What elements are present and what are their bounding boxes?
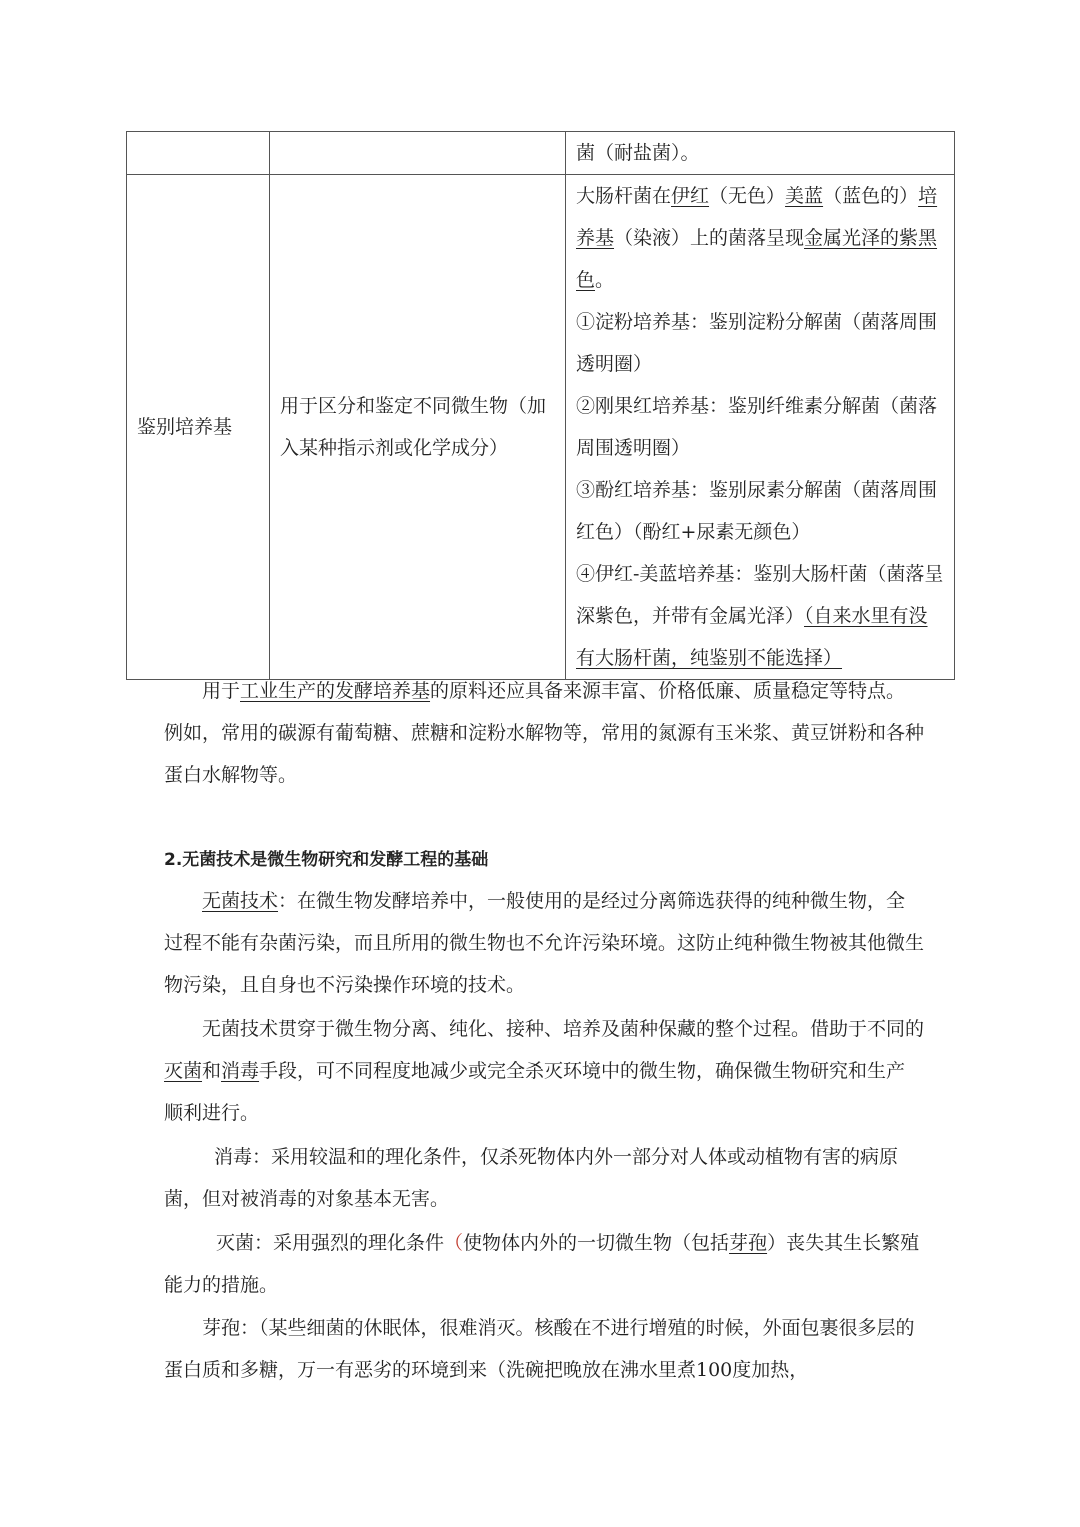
ecoli-intro: 大肠杆菌在伊红（无色）美蓝（蓝色的）培养基（染液）上的菌落呈现金属光泽的紫黑色。 bbox=[576, 185, 938, 291]
medium-purpose-cell: 用于区分和鉴定不同微生物（加入某种指示剂或化学成分） bbox=[270, 175, 566, 680]
list-item: ③酚红培养基：鉴别尿素分解菌（菌落周围红色）（酚红+尿素无颜色） bbox=[576, 479, 938, 543]
medium-type-cell: 鉴别培养基 bbox=[127, 175, 270, 680]
list-item: ②刚果红培养基：鉴别纤维素分解菌（菌落周围透明圈） bbox=[576, 395, 938, 459]
sterilization-paragraph: 灭菌：采用强烈的理化条件（使物体内外的一切微生物（包括芽孢）丧失其生长繁殖能力的措施。 bbox=[164, 1232, 920, 1296]
aseptic-process-paragraph: 无菌技术贯穿于微生物分离、纯化、接种、培养及菌种保藏的整个过程。借助于不同的灭菌和消毒手段，可不同程度地减少或完全杀灭环境中的微生物，确保微生物研究和生产顺利进行。 bbox=[164, 1018, 925, 1124]
spore-paragraph: 芽孢：（某些细菌的休眠体，很难消灭。核酸在不进行增殖的时候，外面包裹很多层的蛋白质和多糖，万一有恶劣的环境到来（洗碗把晚放在沸水里煮100度加热， bbox=[164, 1317, 915, 1381]
table-row bbox=[127, 132, 955, 175]
section-heading: 2.无菌技术是微生物研究和发酵工程的基础 bbox=[164, 850, 489, 870]
list-item: ①淀粉培养基：鉴别淀粉分解菌（菌落周围透明圈） bbox=[576, 311, 938, 375]
list-item: ④伊红-美蓝培养基：鉴别大肠杆菌（菌落呈深紫色，并带有金属光泽）（自来水里有没有大肠杆菌，纯鉴别不能选择） bbox=[576, 563, 944, 669]
aseptic-technique-paragraph: 无菌技术：在微生物发酵培养中，一般使用的是经过分离筛选获得的纯种微生物，全过程不能有杂菌污染，而且所用的微生物也不允许污染环境。这防止纯种微生物被其他微生物污染，且自身也不污染操作环境的技术。 bbox=[164, 890, 925, 996]
medium-examples-cell bbox=[566, 175, 955, 680]
table-cell-empty bbox=[270, 132, 566, 175]
table-cell-halophile: 菌（耐盐菌）。 bbox=[566, 132, 955, 175]
culture-medium-table bbox=[126, 131, 955, 680]
disinfection-paragraph: 消毒：采用较温和的理化条件，仅杀死物体内外一部分对人体或动植物有害的病原菌，但对被消毒的对象基本无害。 bbox=[164, 1146, 899, 1210]
industrial-medium-paragraph: 用于工业生产的发酵培养基的原料还应具备来源丰富、价格低廉、质量稳定等特点。例如，常用的碳源有葡萄糖、蔗糖和淀粉水解物等，常用的氮源有玉米浆、黄豆饼粉和各种蛋白水解物等。 bbox=[164, 680, 925, 786]
table-cell-empty bbox=[127, 132, 270, 175]
table-row bbox=[127, 175, 955, 680]
